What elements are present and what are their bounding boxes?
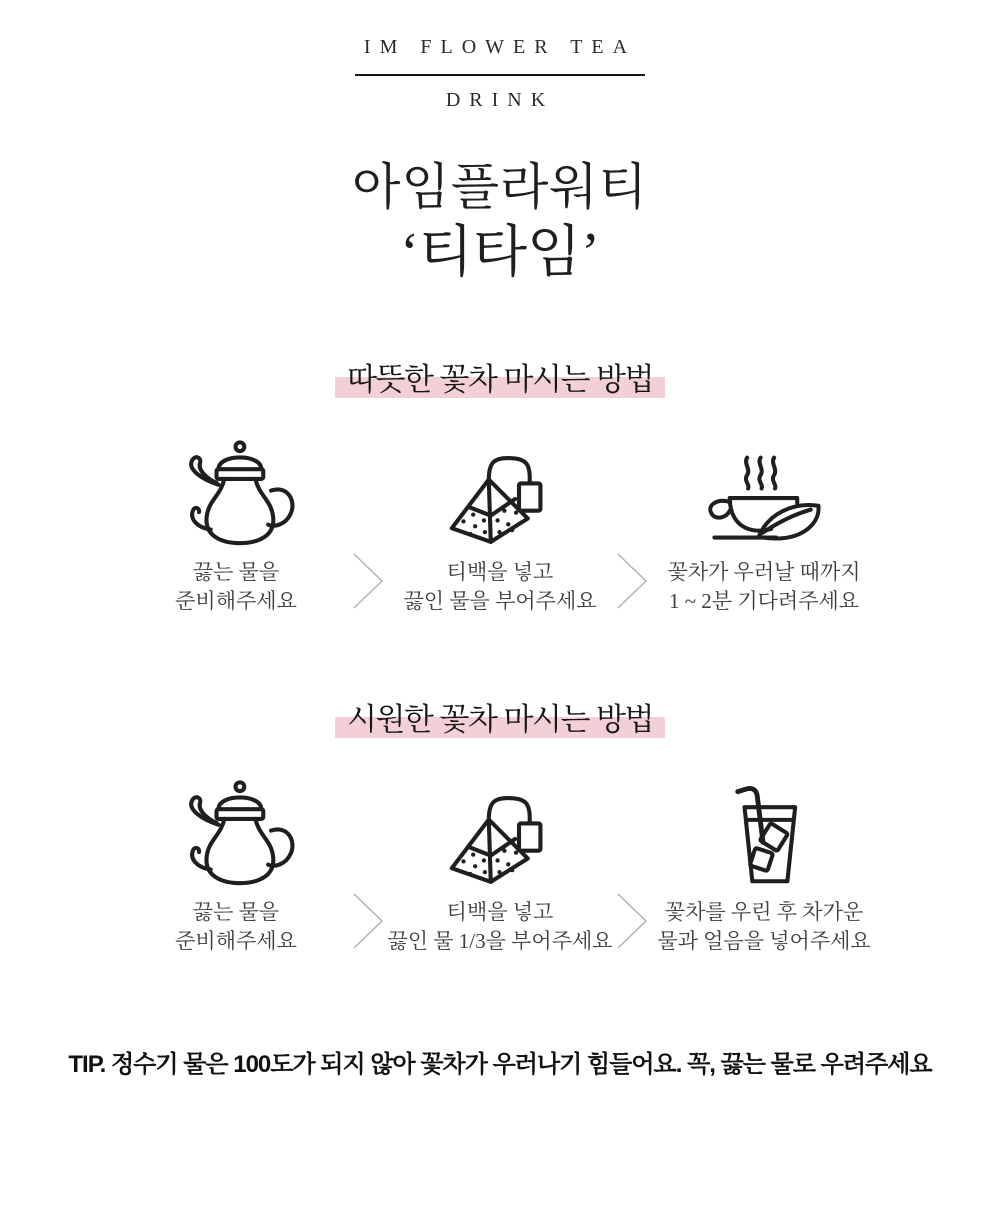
- product-title: 아임플라워티: [352, 159, 648, 215]
- iced-tea-steps: [0, 772, 1000, 956]
- step-caption-line1: 티백을 넣고: [446, 560, 554, 584]
- iced-step-add-teabag: [387, 772, 613, 956]
- hot-step-boil-water: [126, 432, 346, 616]
- step-caption-line2: 끓인 물 1/3을 부어주세요: [387, 929, 613, 953]
- iced-tea-section-heading: [0, 702, 1000, 744]
- brand-category: DRINK: [445, 89, 555, 111]
- hot-step-add-teabag: [390, 432, 610, 616]
- brand-name: IM FLOWER TEA: [363, 36, 637, 58]
- step-caption-line1: 꽃차를 우린 후 차가운: [664, 900, 864, 924]
- chevron-right-icon: [610, 432, 654, 616]
- hot-tea-section-heading: [0, 362, 1000, 404]
- step-caption-line1: 끓는 물을: [192, 900, 280, 924]
- tip-text: TIP. 정수기 물은 100도가 되지 않아 꽃차가 우러나기 힘들어요. 꼭, 끓는 물로 우려주세요: [68, 1051, 932, 1078]
- step-caption-line2: 준비해주세요: [175, 929, 297, 953]
- iced-step-add-ice: [654, 772, 874, 956]
- step-caption-line2: 물과 얼음을 넣어주세요: [657, 929, 871, 953]
- chevron-right-icon: [346, 432, 390, 616]
- step-caption-line2: 끓인 물을 부어주세요: [403, 589, 597, 613]
- step-caption-line2: 준비해주세요: [175, 589, 297, 613]
- iced-glass-icon: [714, 772, 814, 890]
- hot-step-wait: [654, 432, 874, 616]
- teapot-icon: [177, 772, 295, 890]
- teapot-icon: [177, 432, 295, 550]
- brand-divider: [355, 74, 645, 76]
- step-caption-line1: 끓는 물을: [192, 560, 280, 584]
- chevron-right-icon: [610, 772, 654, 956]
- teabag-icon: [444, 432, 556, 550]
- hot-tea-heading-text: 따뜻한 꽃차 마시는 방법: [335, 362, 665, 398]
- iced-tea-heading-text: 시원한 꽃차 마시는 방법: [335, 702, 665, 738]
- chevron-right-icon: [346, 772, 390, 956]
- step-caption-line2: 1 ~ 2분 기다려주세요: [668, 589, 860, 613]
- step-caption-line1: 꽃차가 우러날 때까지: [667, 560, 861, 584]
- teabag-icon: [444, 772, 556, 890]
- step-caption-line1: 티백을 넣고: [446, 900, 554, 924]
- steaming-teacup-icon: [699, 432, 829, 550]
- iced-step-boil-water: [126, 772, 346, 956]
- product-subtitle: ‘티타임’: [400, 222, 600, 284]
- hot-tea-steps: [0, 432, 1000, 616]
